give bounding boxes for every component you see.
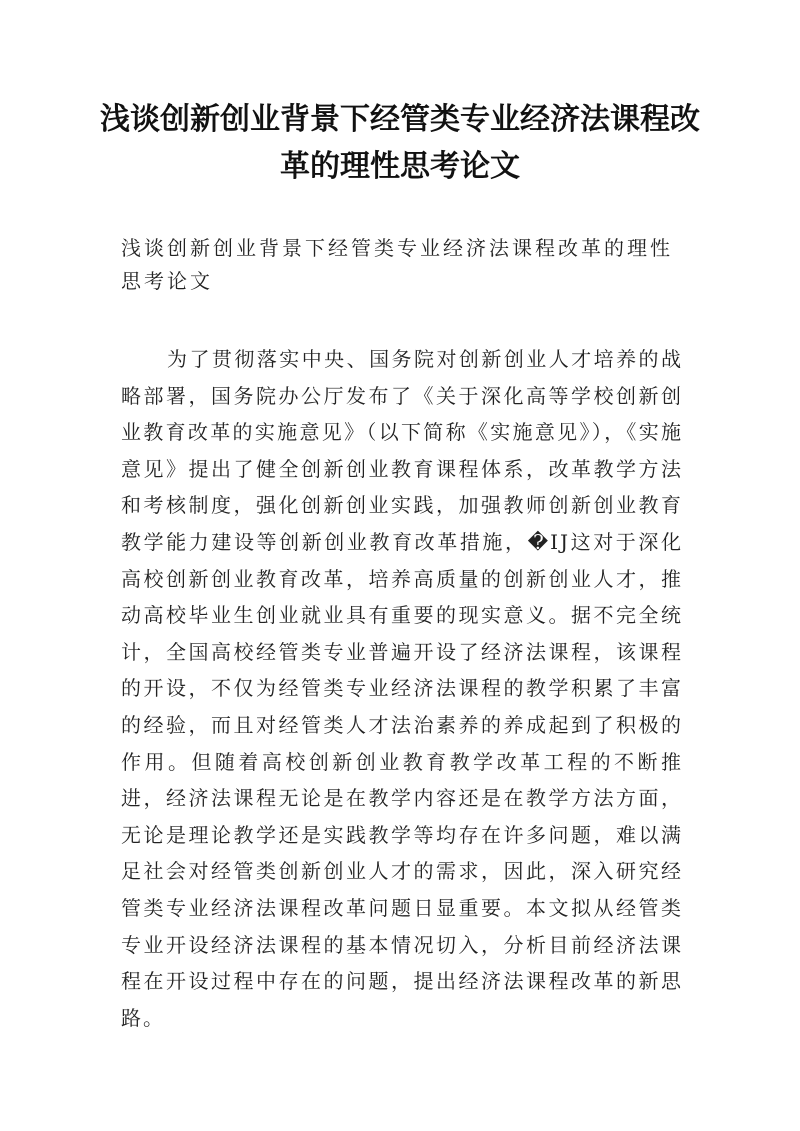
document-subtitle: 浅谈创新创业背景下经管类专业经济法课程改革的理性思考论文 [121, 236, 673, 293]
document-title: 浅谈创新创业背景下经管类专业经济法课程改革的理性思考论文 [100, 102, 700, 184]
body-paragraph: 为了贯彻落实中央、国务院对创新创业人才培养的战略部署，国务院办公厅发布了《关于深化高等学校创新创业教育改革的实施意见》（以下简称《实施意见》），《实施意见》提出了健全创新创业教育课程体系，改革教学方法和考核制度，强化创新创业实践，加强教师创新创业教育教学能力建设等创新创业教育改革措施，�IJ这对于深化高校创新创业教育改革，培养高质量的创新创业人才，推动高校毕业生创业就业具有重要的现实意义。据不完全统计，全国高校经管类专业普遍开设了经济法课程，该课程的开设，不仅为经管类专业经济法课程的教学积累了丰富的经验，而且对经管类人才法治素养的养成起到了积极的作用。但随着高校创新创业教育教学改革工程的不断推进，经济法课程无论是在教学内容还是在教学方法方面，无论是理论教学还是实践教学等均存在许多问题，难以满足社会对经管类创新创业人才的需求，因此，深入研究经管类专业经济法课程改革问题日显重要。本文拟从经管类专业开设经济法课程的基本情况切入，分析目前经济法课程在开设过程中存在的问题，提出经济法课程改革的新思路。 [121, 347, 683, 1030]
